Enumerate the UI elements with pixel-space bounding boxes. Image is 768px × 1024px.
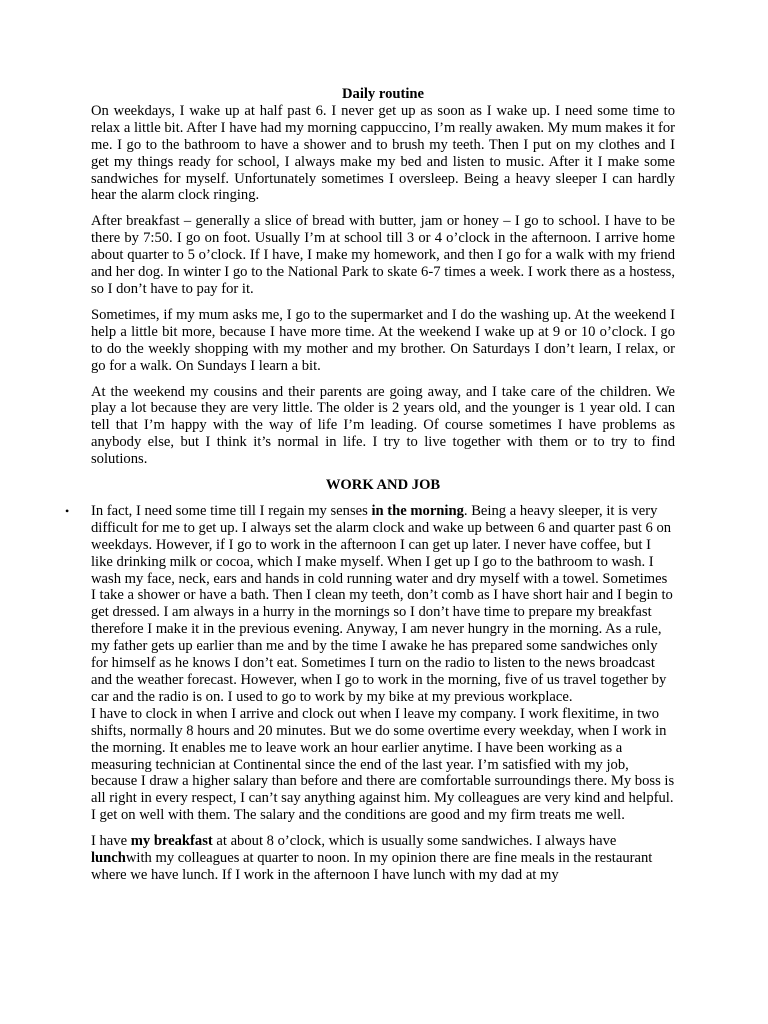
bold-phrase-in-the-morning: in the morning: [371, 502, 464, 519]
paragraph-clock-in: I have to clock in when I arrive and clock out when I leave my company. I work flexitime, in two shifts, normally 8 hours and 20 minutes. But we do some overtime every weekday, when I work in the morning. It enables me to leave work an hour earlier anytime. I have been working as a measuring technician at Continental since the end of the last year. I’m satisfied with my job, because I draw a higher salary than before and there are comfortable surroundings there. My boss is all right in every respect, I can’t say anything against him. My colleagues are very kind and helpful. I get on well with them. The salary and the conditions are good and my firm treats me well.: [91, 705, 675, 824]
paragraph-after-breakfast: After breakfast – generally a slice of bread with butter, jam or honey – I go to school. I have to be there by 7:50. I go on foot. Usually I’m at school till 3 or 4 o’clock in the afternoon. I arrive home about quarter to 5 o’clock. If I have, I make my homework, and then I go for a walk with my friend and her dog. In winter I go to the National Park to skate 6-7 times a week. I work there as a hostess, so I don’t have to pay for it.: [91, 213, 675, 297]
bold-phrase-my-breakfast: my breakfast: [130, 833, 213, 850]
paragraph-weekdays: On weekdays, I wake up at half past 6. I never get up as soon as I wake up. I need some time to relax a little bit. After I have had my morning cappuccino, I’m really awaken. My mum makes it for me. I go to the bathroom to have a shower and to brush my teeth. Then I put on my clothes and I get my things ready for school, I always make my bed and listen to music. After it I make some sandwiches for myself. Unfortunately sometimes I oversleep. Being a heavy sleeper I can hardly hear the alarm clock ringing.: [91, 102, 675, 204]
text-run: with my colleagues at quarter to noon. In my opinion there are fine meals in the restaurant where we have lunch. If I work in the afternoon I have lunch with my dad at my: [91, 850, 653, 883]
bullet-list-item: [65, 502, 675, 824]
document-page: [65, 86, 675, 884]
section-title-work-and-job: WORK AND JOB: [325, 477, 441, 494]
text-run: In fact, I need some time till I regain my senses: [91, 502, 372, 519]
bullet-marker: •: [65, 503, 70, 518]
paragraph-supermarket: Sometimes, if my mum asks me, I go to the supermarket and I do the washing up. At the weekend I help a little bit more, because I have more time. At the weekend I wake up at 9 or 10 o’clock. I go to do the weekly shopping with my mother and my brother. On Saturdays I don’t learn, I relax, or go for a walk. On Sundays I learn a bit.: [91, 306, 675, 374]
bold-word-lunch: lunch: [91, 850, 126, 867]
paragraph-weekend-cousins: At the weekend my cousins and their parents are going away, and I take care of the children. We play a lot because they are very little. The older is 2 years old, and the younger is 1 year old. I can tell that I’m happy with the way of life I’m leading. Of course sometimes I have problems as anybody else, but I think it’s normal in life. I try to live together with them or to try to find solutions.: [91, 383, 675, 468]
text-run: I have: [91, 833, 131, 850]
page-title: Daily routine: [341, 86, 425, 102]
text-run: . Being a heavy sleeper, it is very difficult for me to get up. I always set the alarm clock and wake up between 6 and quarter past 6 on weekdays. However, if I go to work in the afternoon I can get up later. I never have coffee, but I like drinking milk or cocoa, which I make myself. When I get up I go to the bathroom to wash. I wash my face, neck, ears and hands in cold running water and dry myself with a towel. Sometimes I take a shower or have a bath. Then I clean my teeth, don’t comb as I have short hair and I begin to get dressed. I am always in a hurry in the mornings so I don’t have time to prepare my breakfast therefore I make it in the previous evening. Anyway, I am never hungry in the morning. As a rule, my father gets up earlier than me and by the time I awake he has prepared some sandwiches only for himself as he knows I don’t eat. Sometimes I turn on the radio to listen to the news broadcast and the weather forecast. However, when I go to work in the morning, five of us travel together by car and the radio is on. I used to go to work by my bike at my previous workplace.: [91, 502, 673, 705]
text-run: at about 8 o’clock, which is usually some sandwiches. I always have: [212, 833, 617, 850]
paragraph-morning: [91, 503, 675, 706]
paragraph-breakfast-lunch: [91, 833, 675, 884]
